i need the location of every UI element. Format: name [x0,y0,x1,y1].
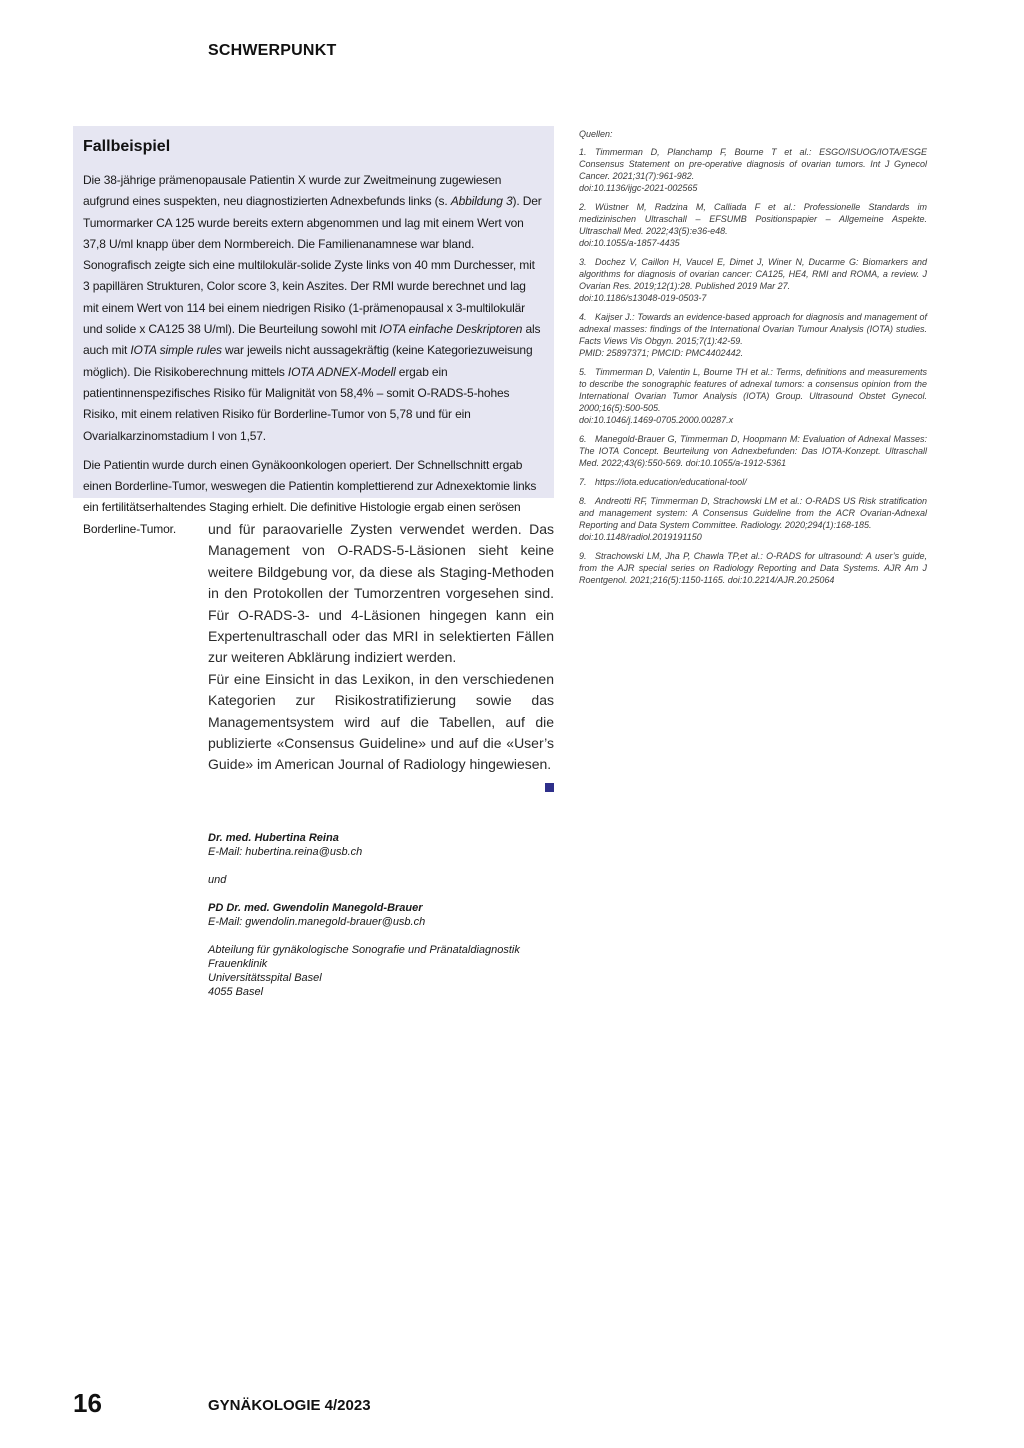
reference-text: Timmerman D, Planchamp F, Bourne T et al.: ESGO/ISUOG/IOTA/ESGE Consensus Statement on pre-operative diagnosis of ovarian tumors. Int J Gynecol Cancer. 2021;31(7):961-982. [579,147,927,181]
reference-text: Strachowski LM, Jha P, Chawla TP,et al.: O-RADS for ultrasound: A user’s guide, from the AJR special series on Radiology Reporting and Data Systems. AJR Am J Roentgenol. 2021;216(5):1150-1165. doi:10.2214/AJR.20.25064 [579,551,927,585]
author-info [208,831,568,999]
author-1-email: E-Mail: hubertina.reina@usb.ch [208,846,363,858]
case-example-box [73,126,554,536]
author-conjunction: und [208,874,227,886]
reference-number: 6. [579,434,587,444]
case-paragraph-2: Die Patientin wurde durch einen Gynäkoonkologen operiert. Der Schnellschnitt ergab einen Borderline-Tumor, weswegen die Patientin komplettierend zur Adnexektomie links ein fertilitätserhaltendes Staging erhielt. Die definitive Histologie ergab einen serösen Borderline-Tumor. [83,457,537,536]
case-paragraph-1 [83,170,544,447]
reference-item [579,550,927,586]
reference-item [579,366,927,426]
page-number: 16 [73,1388,102,1418]
reference-number: 1. [579,147,587,157]
case-emphasis: IOTA ADNEX-Modell [287,364,396,379]
case-text-segment: ). Der Tumormarker CA 125 wurde bereits extern abgenommen und lag mit einem Wert von 37,8 U/ml knapp über dem Normbereich. Die Familienanamnese war bland. Sonografisch zeigte sich eine multilokulär-solide Zyste links von 40 mm Durchesser, mit 3 papillären Strukturen, Color score 3, kein Aszites. Der RMI wurde berechnet und lag mit einem Wert von 114 bei einem niedrigen Risiko (1-prämenopausal x 3-multilokulär und solide x CA125 38 U/ml). Die Beurteilung sowohl mit [83,194,542,337]
section-label: SCHWERPUNKT [208,42,337,59]
reference-number: 4. [579,312,587,322]
case-text-segment: war jeweils nicht aussagekräftig (keine Kategoriezuweisung möglich). Die Risikoberechnung mittels [83,343,533,379]
affiliation-line: 4055 Basel [208,986,264,998]
reference-number: 7. [579,477,587,487]
reference-number: 5. [579,367,587,377]
reference-link[interactable]: https://iota.education/educational-tool/ [595,477,747,487]
body-paragraph-2 [208,669,554,776]
author-2-name: PD Dr. med. Gwendolin Manegold-Brauer [208,902,423,914]
reference-item [579,311,927,359]
affiliation-line: Frauenklinik [208,958,268,970]
reference-item [579,146,927,194]
reference-number: 8. [579,496,587,506]
reference-doi: doi:10.1046/j.1469-0705.2000.00287.x [579,415,734,425]
reference-text: Manegold-Brauer G, Timmerman D, Hoopmann M: Evaluation of Adnexal Masses: The IOTA Concept. Beurteilung von Adnexbefunden: Das IOTA-Konzept. Ultraschall Med. 2022;43(6):550-569. doi:10.1055/a-1912-5361 [579,434,927,468]
reference-doi: doi:10.1186/s13048-019-0503-7 [579,293,707,303]
reference-number: 2. [579,202,587,212]
reference-text: Timmerman D, Valentin L, Bourne TH et al.: Terms, definitions and measurements to describe the sonographic features of adnexal tumors: a consensus opinion from the International Ovarian Tumor Analysis (IOTA) Group. Ultrasound Obstet Gynecol. 2000;16(5):500-505. [579,367,927,413]
reference-item [579,433,927,469]
reference-doi: doi:10.1148/radiol.2019191150 [579,532,702,542]
case-text-segment: ergab ein patientinnenspezifisches Risiko für Malignität von 58,4% – somit O-RADS-5-hohes Risiko, mit einem relativen Risiko für Borderline-Tumor von 5,78 und für ein Ovarialkarzinomstadium I von 1,57. [83,364,510,443]
reference-text: Dochez V, Caillon H, Vaucel E, Dimet J, Winer N, Ducarme G: Biomarkers and algorithms for diagnosis of ovarian cancer: CA125, HE4, RMI and ROMA, a review. J Ovarian Res. 2019;12(1):28. Published 2019 Mar 27. [579,257,927,291]
body-paragraph-1: und für paraovarielle Zysten verwendet werden. Das Management von O-RADS-5-Läsionen sieht keine weitere Bildgebung vor, da diese als Staging-Methoden in den Protokollen der Tumorzentren vorgesehen sind. Für O-RADS-3- und 4-Läsionen hingegen kann ein Expertenultraschall oder das MRI in selektierten Fällen zur weiteren Abklärung indiziert werden. [208,521,554,666]
author-1-name: Dr. med. Hubertina Reina [208,832,339,844]
reference-item [579,256,927,304]
case-emphasis: IOTA einfache Deskriptoren [379,322,523,337]
body-paragraph-2-text: Für eine Einsicht in das Lexikon, in den verschiedenen Kategorien zur Risikostratifizierung sowie das Managementsystem wird auf die Tabellen, auf die publizierte «Consensus Guideline» und auf die «User’s Guide» im American Journal of Radiology hingewiesen. [208,670,554,773]
article-body [208,519,554,792]
affiliation [208,943,568,999]
case-text-segment: Die 38-jährige prämenopausale Patientin X wurde zur Zweitmeinung zugewiesen aufgrund eines suspekten, neu diagnostizierten Adnexbefunds links (s. [83,173,502,209]
journal-issue: GYNÄKOLOGIE 4/2023 [208,1397,371,1414]
reference-item [579,201,927,249]
reference-doi: doi:10.1055/a-1857-4435 [579,238,680,248]
case-text-segment: als auch mit [83,322,541,358]
references [579,128,927,593]
reference-doi: PMID: 25897371; PMCID: PMC4402442. [579,348,744,358]
reference-item [579,476,927,488]
figure-reference: Abbildung 3 [450,194,513,209]
reference-doi: doi:10.1136/ijgc-2021-002565 [579,183,698,193]
reference-text: Wüstner M, Radzina M, Calliada F et al.: Professionelle Standards im medizinischen Ultraschall – EFSUMB Positionspapier – Allgemeine Aspekte. Ultraschall Med. 2022;43(5):e36-e48. [579,202,927,236]
end-of-article-mark [545,783,554,792]
references-heading: Quellen: [579,129,613,139]
affiliation-line: Universitätsspital Basel [208,972,322,984]
reference-item [579,495,927,543]
reference-number: 3. [579,257,587,267]
reference-text: Andreotti RF, Timmerman D, Strachowski LM et al.: O-RADS US Risk stratification and management system: A Consensus Guideline from the ACR Ovarian-Adnexal Reporting and Data System Committee. Radiology. 2020;294(1):168-185. [579,496,927,530]
affiliation-line: Abteilung für gynäkologische Sonografie und Pränataldiagnostik [208,944,520,956]
author-2-email: E-Mail: gwendolin.manegold-brauer@usb.ch [208,916,426,928]
reference-text: Kaijser J.: Towards an evidence-based approach for diagnosis and management of adnexal masses: findings of the International Ovarian Tumour Analysis (IOTA) studies. Facts Views Vis Obgyn. 2015;7(1):42-59. [579,312,927,346]
reference-number: 9. [579,551,587,561]
case-emphasis: IOTA simple rules [130,343,222,358]
case-example-title: Fallbeispiel [83,138,171,155]
